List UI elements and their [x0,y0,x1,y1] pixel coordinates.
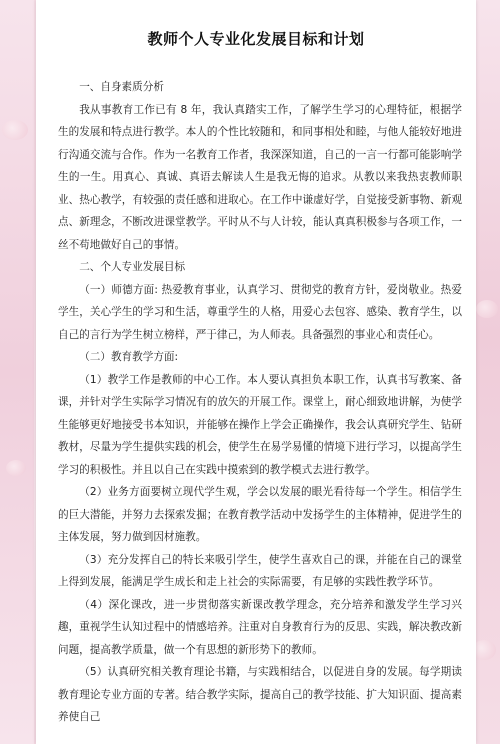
paragraph: 我从事教育工作已有 8 年，我认真踏实工作，了解学生学习的心理特征，根据学生的发展和特点进行教学。本人的个性比较随和，和同事相处和睦，与他人能较好地进行沟通交流与合作。作为一名教育工作者，我深深知道，自己的一言一行都可能影响学生的一生。用真心、真诚、真语去解读人生是我无悔的追求。从教以来我热衷教师职业、热心教学，有较强的责任感和进取心。在工作中谦虚好学，自觉接受新事物、新观点、新理念，不断改进课堂教学。平时从不与人计较，能认真真积极参与各项工作，一丝不苟地做好自己的事情。 [58,103,462,251]
paragraph: （2）业务方面要树立现代学生观，学会以发展的眼光看待每一个学生。相信学生的巨大潜能，并努力去探索发掘；在教育教学活动中发扬学生的主体精神，促进学生的主体发展，努力做到因材施教。 [58,486,462,543]
paragraph: （4）深化课改，进一步贯彻落实新课改教学理念，充分培养和激发学生学习兴趣，重视学生认知过程中的情感培养。注重对自身教育行为的反思、实践，解决教改新问题，提高教学质量，做一个有思想的新形势下的教师。 [58,598,462,656]
section-heading: 一、自身素质分析 [79,81,164,93]
paragraph: （一）师德方面: 热爱教育事业，认真学习、贯彻党的教育方针，爱岗敬业。热爱学生，关心学生的学习和生活，尊重学生的人格，用爱心去包容、感染、教育学生，以自己的言行为学生树立榜样，严于律己，为人师表。具备强烈的事业心和责任心。 [58,283,462,341]
document-page [36,0,476,744]
section-heading: 二、个人专业发展目标 [79,261,186,273]
petal-decoration [476,300,498,318]
paragraph: （1）教学工作是教师的中心工作。本人要认真担负本职工作，认真书写教案、备课，并针对学生实际学习情况有的放矢的开展工作。课堂上，耐心细致地讲解，为使学生能够更好地接受书本知识，并能够在操作上学会正确操作，我会认真研究学生、钻研教材，尽量为学生提供实践的机会，使学生在易学易懂的情境下进行学习，以提高学生学习的积极性。并且以自己在实践中摸索到的教学模式去进行教学。 [58,373,462,476]
paragraph: （3）充分发挥自己的特长来吸引学生，使学生喜欢自己的课，并能在自己的课堂上得到发展，能满足学生成长和走上社会的实际需要，有足够的实践性教学环节。 [58,553,462,588]
paragraph: （5）认真研究相关教育理论书籍，与实践相结合，以促进自身的发展。每学期读教育理论专业方面的专著。结合教学实际，提高自己的教学技能、扩大知识面、提高素养使自己 [58,666,462,723]
petal-decoration [2,120,28,140]
document-title: 教师个人专业化发展目标和计划 [147,30,365,48]
left-decoration [0,0,34,744]
subsection-heading: （二）教育教学方面: [79,351,179,363]
right-decoration [472,0,500,744]
petal-decoration [6,460,26,476]
document-body [58,76,462,729]
